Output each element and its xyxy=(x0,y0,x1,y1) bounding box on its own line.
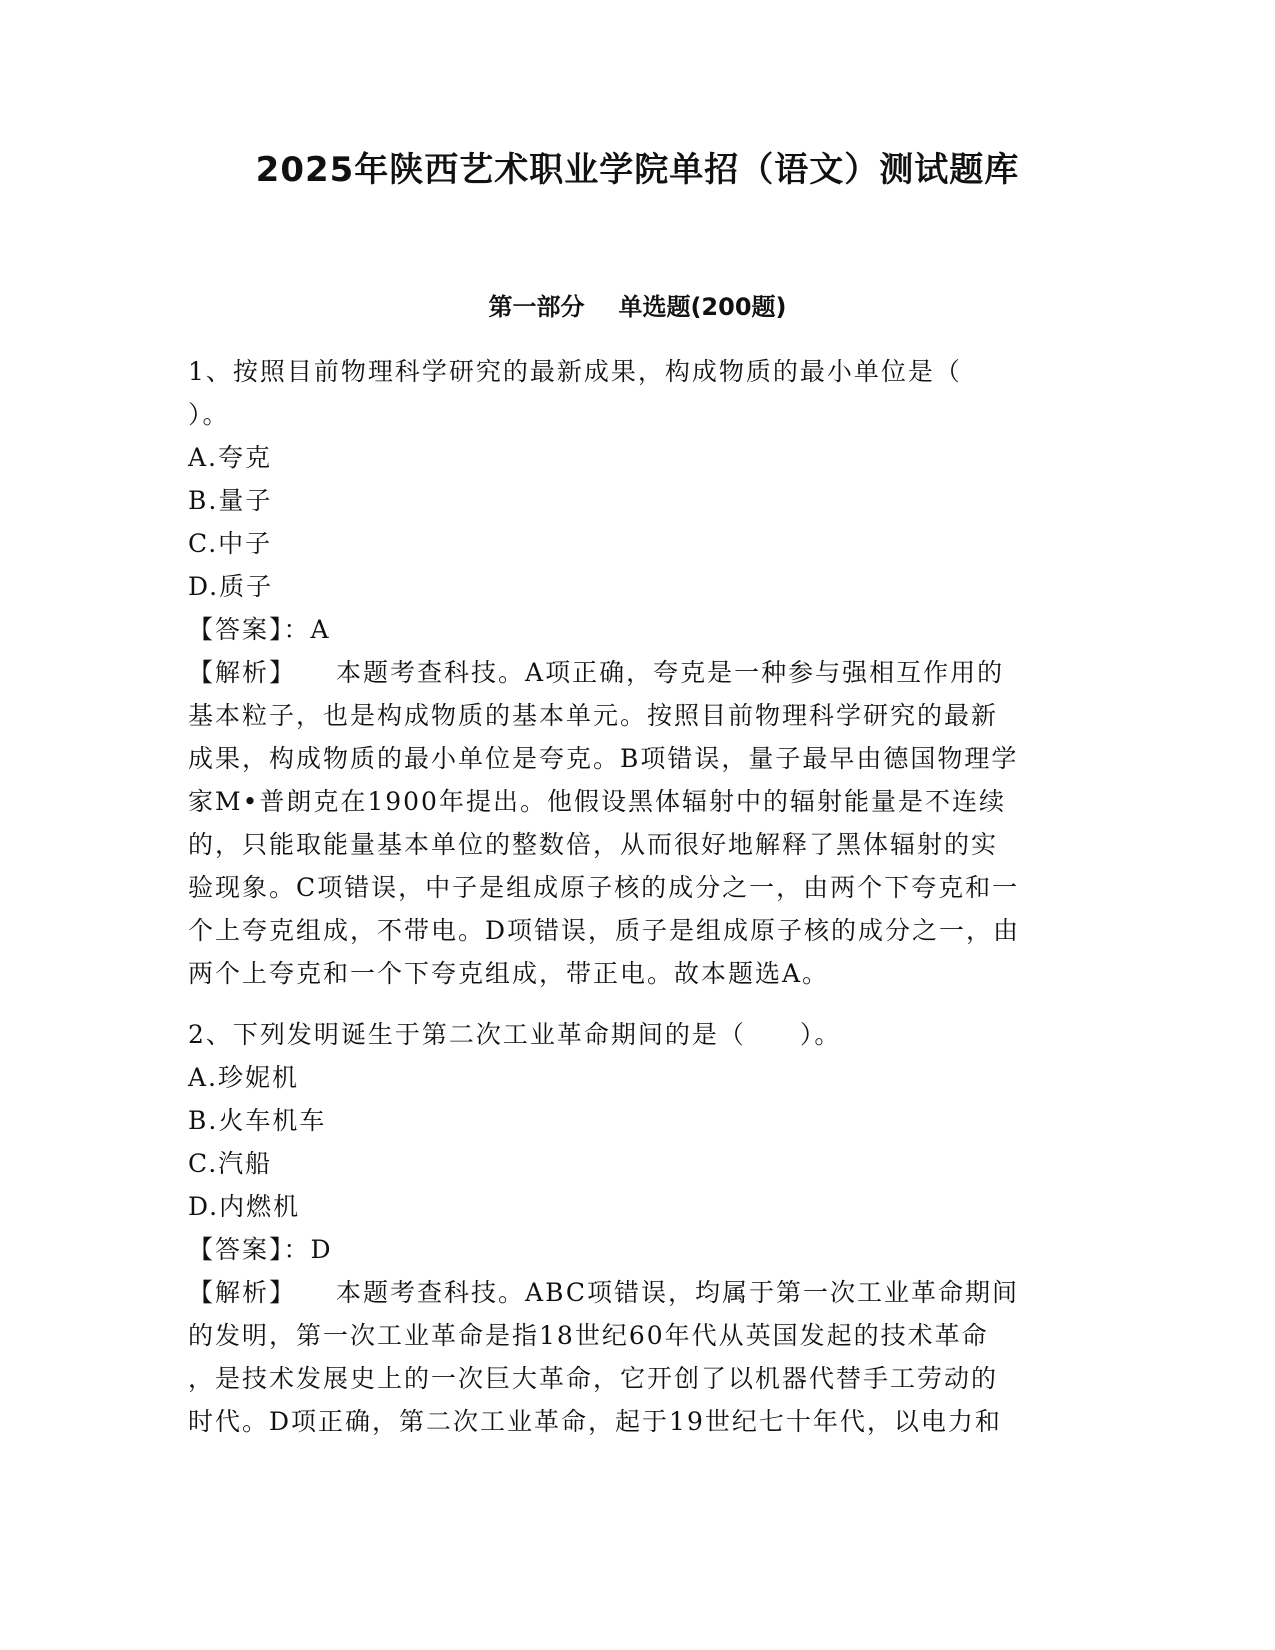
option-d: D.内燃机 xyxy=(188,1192,301,1221)
section-title xyxy=(0,290,1275,324)
analysis-line: 两个上夸克和一个下夸克组成，带正电。故本题选A。 xyxy=(188,959,830,988)
option-a: A.珍妮机 xyxy=(188,1063,300,1092)
question-stem-line: 1、按照目前物理科学研究的最新成果，构成物质的最小单位是（ xyxy=(188,357,962,386)
analysis-line: 基本粒子，也是构成物质的基本单元。按照目前物理科学研究的最新 xyxy=(188,701,999,730)
analysis-line xyxy=(188,651,1088,694)
analysis-line: 时代。D项正确，第二次工业革命，起于19世纪七十年代，以电力和 xyxy=(188,1407,1002,1436)
analysis-text: 本题考查科技。ABC项错误，均属于第一次工业革命期间 xyxy=(336,1278,1020,1307)
answer-label: 【答案】： xyxy=(188,615,311,644)
question-stem-line: ）。 xyxy=(188,400,230,429)
analysis-line: 的发明，第一次工业革命是指18世纪60年代从英国发起的技术革命 xyxy=(188,1321,989,1350)
analysis-label: 【解析】 xyxy=(188,1278,297,1307)
question-1 xyxy=(188,350,1088,995)
option-c: C.汽船 xyxy=(188,1149,273,1178)
answer-line xyxy=(188,608,1088,651)
section-name: 单选题(200题) xyxy=(618,293,787,321)
option-b: B.量子 xyxy=(188,486,273,515)
question-2 xyxy=(188,1013,1088,1443)
analysis-line: 家M•普朗克在1900年提出。他假设黑体辐射中的辐射能量是不连续 xyxy=(188,787,1006,816)
option-a: A.夸克 xyxy=(188,443,273,472)
question-stem-line: 2、下列发明诞生于第二次工业革命期间的是（ ）。 xyxy=(188,1020,842,1049)
analysis-text: 本题考查科技。A项正确，夸克是一种参与强相互作用的 xyxy=(336,658,1005,687)
question-list xyxy=(188,350,1088,1461)
analysis-line: 验现象。C项错误，中子是组成原子核的成分之一，由两个下夸克和一 xyxy=(188,873,1020,902)
answer-value: D xyxy=(310,1235,333,1264)
answer-line xyxy=(188,1228,1088,1271)
analysis-label: 【解析】 xyxy=(188,658,297,687)
section-part: 第一部分 xyxy=(488,293,585,321)
analysis-line: 成果，构成物质的最小单位是夸克。B项错误，量子最早由德国物理学 xyxy=(188,744,1019,773)
answer-value: A xyxy=(310,615,331,644)
analysis-line xyxy=(188,1271,1088,1314)
analysis-line: 个上夸克组成，不带电。D项错误，质子是组成原子核的成分之一，由 xyxy=(188,916,1021,945)
option-c: C.中子 xyxy=(188,529,273,558)
option-d: D.质子 xyxy=(188,572,274,601)
analysis-line: ，是技术发展史上的一次巨大革命，它开创了以机器代替手工劳动的 xyxy=(188,1364,999,1393)
analysis-line: 的，只能取能量基本单位的整数倍，从而很好地解释了黑体辐射的实 xyxy=(188,830,999,859)
answer-label: 【答案】： xyxy=(188,1235,311,1264)
option-b: B.火车机车 xyxy=(188,1106,327,1135)
document-title: 2025年陕西艺术职业学院单招（语文）测试题库 xyxy=(255,150,1020,190)
